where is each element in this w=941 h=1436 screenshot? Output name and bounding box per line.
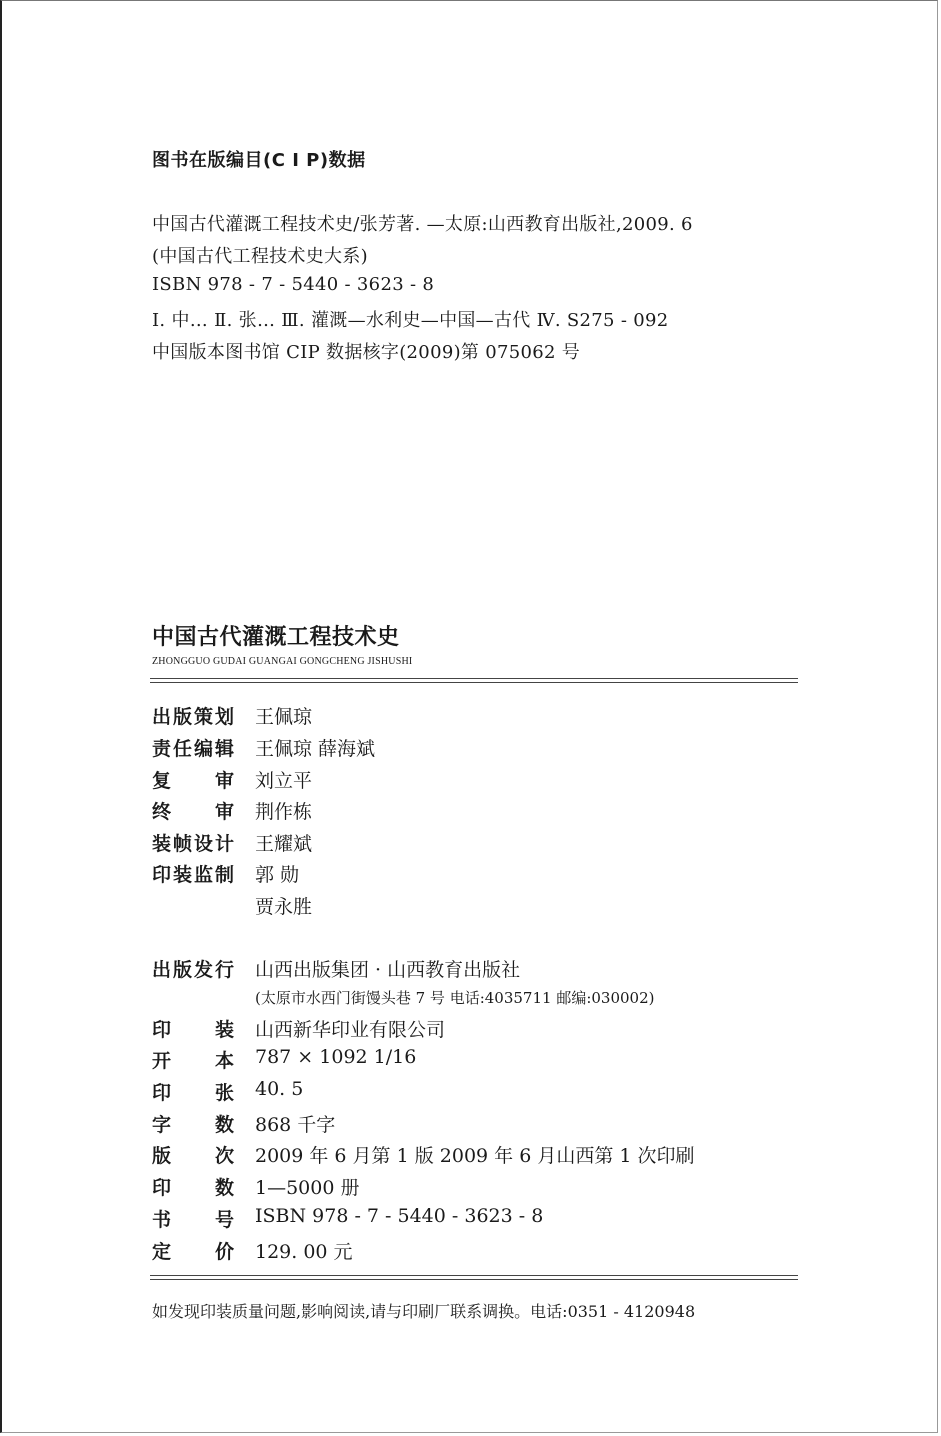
publication-value: 1—5000 册: [255, 1177, 360, 1199]
label-char: 行: [214, 959, 234, 981]
label-char: 定: [152, 1241, 172, 1263]
label-char: 张: [214, 1082, 234, 1104]
credit-label: [152, 797, 234, 824]
publication-label: [152, 1046, 234, 1073]
credit-label: [152, 702, 234, 729]
cip-line-verification: 中国版本图书馆 CIP 数据核字(2009)第 075062 号: [152, 342, 581, 363]
publisher-address: (太原市水西门街馒头巷 7 号 电话:4035711 邮编:030002): [255, 989, 655, 1007]
label-char: 书: [152, 1209, 172, 1231]
publication-label: [152, 1141, 234, 1168]
credit-value: 王佩琼 薛海斌: [255, 738, 376, 760]
cip-title: 图书在版编目(C I P)数据: [152, 150, 366, 171]
label-char: 编: [193, 738, 213, 760]
publication-label: [152, 1237, 234, 1264]
label-char: 数: [214, 1114, 234, 1136]
label-char: 本: [214, 1050, 234, 1072]
credit-value: 贾永胜: [255, 896, 313, 918]
label-char: 计: [214, 833, 234, 855]
credit-label: [152, 829, 234, 856]
label-char: 次: [214, 1145, 234, 1167]
cip-line-series: (中国古代工程技术史大系): [152, 246, 368, 267]
publication-value: 868 千字: [255, 1114, 336, 1136]
label-char: 印: [152, 1019, 172, 1041]
label-char: 版: [152, 1145, 172, 1167]
publication-label: [152, 1015, 234, 1042]
label-char: 监: [193, 864, 213, 886]
publication-label: [152, 1205, 234, 1232]
label-char: 印: [152, 1177, 172, 1199]
divider-bottom: [150, 1275, 798, 1280]
cip-line-bibliographic: 中国古代灌溉工程技术史/张芳著. —太原:山西教育出版社,2009. 6: [152, 214, 693, 235]
label-char: 划: [214, 706, 234, 728]
label-char: 出: [152, 959, 172, 981]
publication-value: 40. 5: [255, 1078, 304, 1100]
book-title: 中国古代灌溉工程技术史: [152, 625, 400, 650]
label-char: 价: [214, 1241, 234, 1263]
label-char: 发: [193, 959, 213, 981]
label-char: 装: [172, 864, 192, 886]
label-char: 辑: [214, 738, 234, 760]
publication-value: 山西新华印业有限公司: [255, 1019, 446, 1041]
label-char: 帧: [172, 833, 192, 855]
label-char: 审: [214, 801, 234, 823]
label-char: 审: [214, 770, 234, 792]
publisher-value: 山西出版集团 · 山西教育出版社: [255, 959, 521, 981]
publication-label: [152, 1173, 234, 1200]
credit-value: 王佩琼: [255, 706, 313, 728]
credit-label: [152, 766, 234, 793]
label-char: 号: [214, 1209, 234, 1231]
publication-label: [152, 1078, 234, 1105]
label-char: 印: [152, 864, 172, 886]
label-char: 开: [152, 1050, 172, 1072]
publication-value: 2009 年 6 月第 1 版 2009 年 6 月山西第 1 次印刷: [255, 1145, 695, 1167]
book-title-pinyin: ZHONGGUO GUDAI GUANGAI GONGCHENG JISHUSHI: [152, 656, 413, 667]
label-char: 装: [152, 833, 172, 855]
credit-value: 荆作栋: [255, 801, 313, 823]
publisher-label: [152, 955, 234, 982]
credit-value: 王耀斌: [255, 833, 313, 855]
label-char: 复: [152, 770, 172, 792]
label-char: 数: [214, 1177, 234, 1199]
label-char: 任: [172, 738, 192, 760]
label-char: 出: [152, 706, 172, 728]
credit-value: 郭 勋: [255, 864, 300, 886]
divider-top: [150, 678, 798, 683]
credit-label: [152, 734, 234, 761]
publication-value: 129. 00 元: [255, 1241, 353, 1263]
publication-value: ISBN 978 - 7 - 5440 - 3623 - 8: [255, 1205, 544, 1227]
label-char: 终: [152, 801, 172, 823]
credit-label: [152, 860, 234, 887]
label-char: 印: [152, 1082, 172, 1104]
label-char: 装: [214, 1019, 234, 1041]
label-char: 字: [152, 1114, 172, 1136]
cip-line-isbn: ISBN 978 - 7 - 5440 - 3623 - 8: [152, 274, 435, 295]
label-char: 设: [193, 833, 213, 855]
quality-notice: 如发现印装质量问题,影响阅读,请与印刷厂联系调换。电话:0351 - 4120948: [152, 1302, 696, 1321]
publication-label: [152, 1110, 234, 1137]
credit-value: 刘立平: [255, 770, 313, 792]
label-char: 版: [172, 706, 192, 728]
label-char: 责: [152, 738, 172, 760]
publication-value: 787 × 1092 1/16: [255, 1046, 417, 1068]
label-char: 制: [214, 864, 234, 886]
cip-line-subjects: Ⅰ. 中… Ⅱ. 张… Ⅲ. 灌溉—水利史—中国—古代 Ⅳ. S275 - 092: [152, 310, 669, 331]
label-char: 版: [172, 959, 192, 981]
label-char: 策: [193, 706, 213, 728]
